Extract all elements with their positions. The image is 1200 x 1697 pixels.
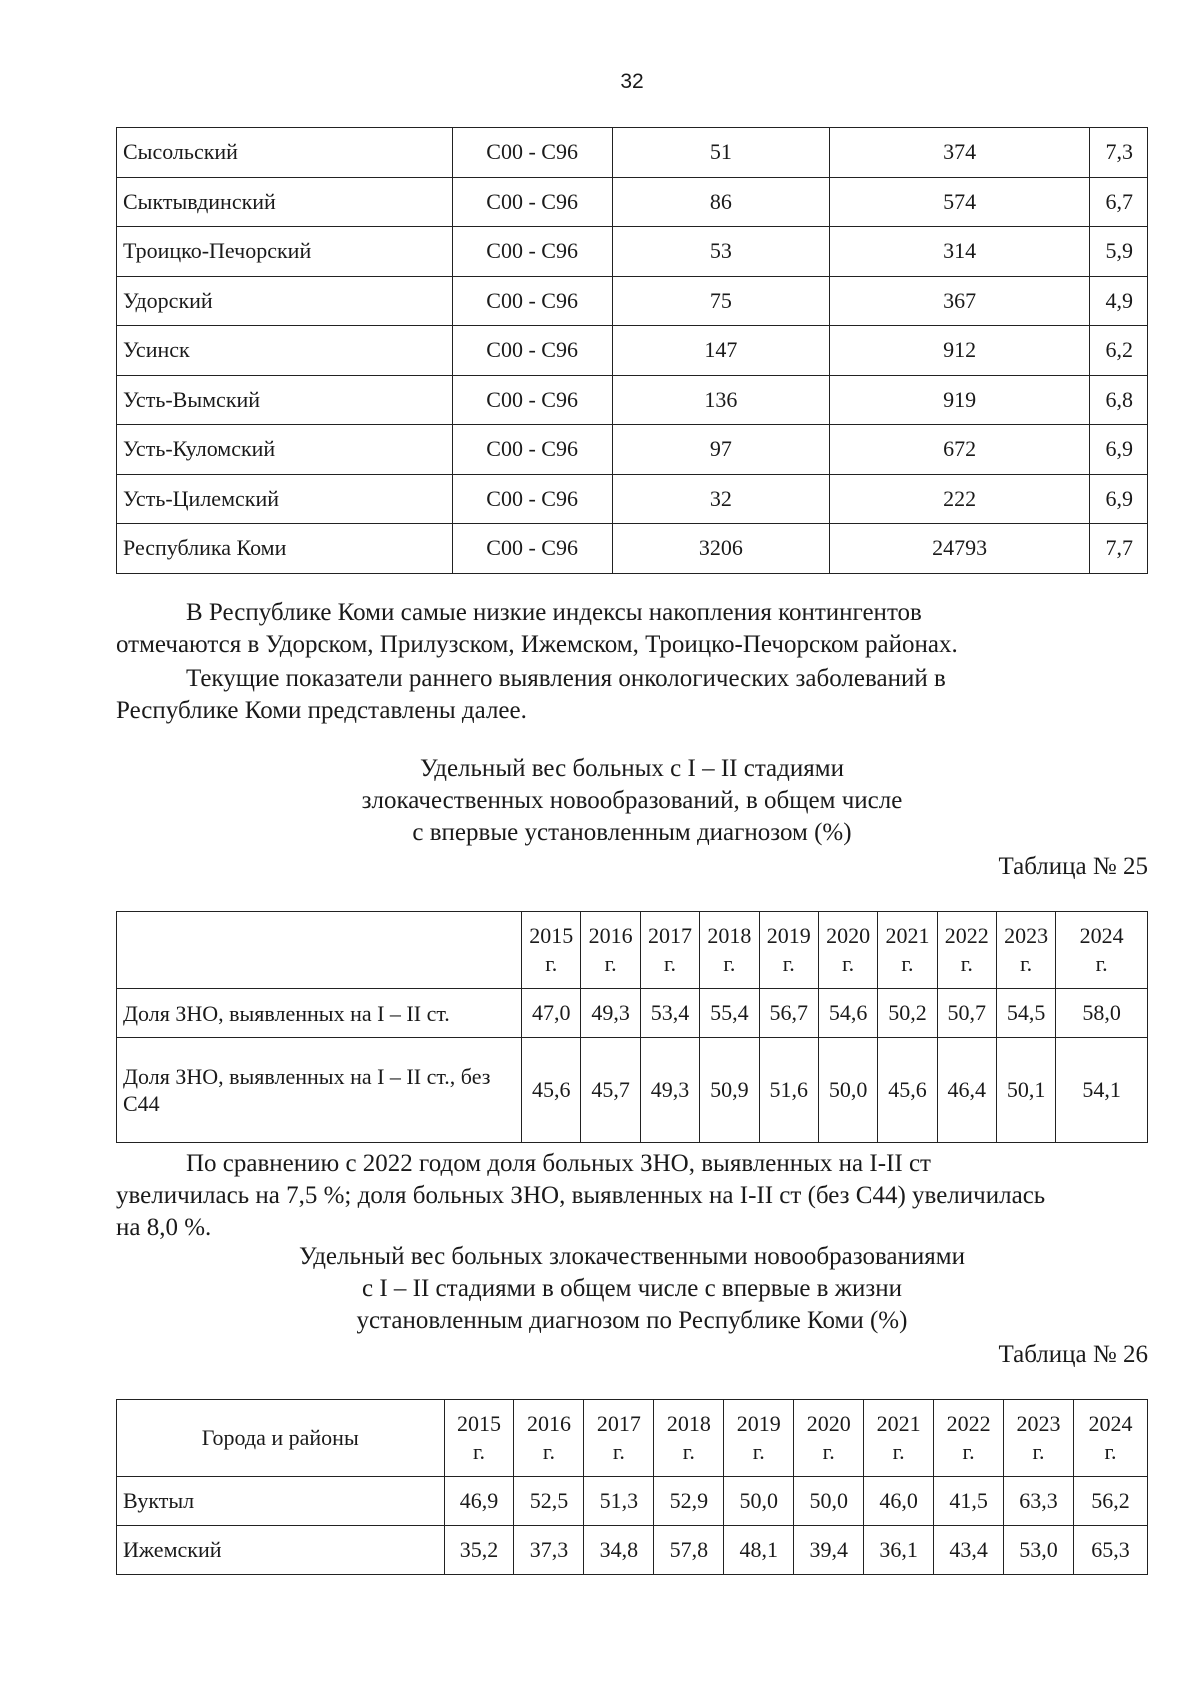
table-row (117, 227, 1148, 277)
value-a-cell: 3206 (612, 524, 830, 574)
year-header-cell (794, 1400, 864, 1477)
value-cell: 58,0 (1056, 989, 1148, 1038)
table26-number: Таблица № 26 (998, 1341, 1148, 1368)
value-b-cell: 574 (830, 177, 1090, 227)
year-header-cell (640, 912, 699, 989)
year-label: 2021 (885, 923, 930, 948)
year-suffix: г. (1032, 1439, 1045, 1464)
row-label-cell: Доля ЗНО, выявленных на I – II ст. (117, 989, 522, 1038)
value-b-cell: 912 (830, 326, 1090, 376)
year-label: 2023 (1004, 923, 1049, 948)
table26-title-line2: с I – II стадиями в общем числе с впервые в жизни (361, 1275, 902, 1302)
value-a-cell: 147 (612, 326, 830, 376)
value-cell: 49,3 (640, 1038, 699, 1143)
year-suffix: г. (663, 951, 677, 976)
value-c-cell: 6,9 (1089, 425, 1147, 475)
district-cell: Усинск (117, 326, 453, 376)
table25-title-line2: злокачественных новообразований, в общем числе (361, 787, 903, 814)
value-cell: 46,0 (864, 1477, 934, 1526)
table-row (117, 524, 1148, 574)
value-a-cell: 86 (612, 177, 830, 227)
table-row (117, 326, 1148, 376)
code-cell: С00 - С96 (452, 276, 612, 326)
value-cell: 45,6 (522, 1038, 581, 1143)
code-cell: С00 - С96 (452, 326, 612, 376)
year-header-cell (444, 1400, 514, 1477)
value-cell: 50,1 (996, 1038, 1055, 1143)
year-suffix: г. (1104, 1439, 1117, 1464)
code-cell: С00 - С96 (452, 375, 612, 425)
value-c-cell: 6,7 (1089, 177, 1147, 227)
district-cell: Усть-Куломский (117, 425, 453, 475)
value-cell: 57,8 (654, 1526, 724, 1575)
year-header-cell (878, 912, 937, 989)
value-cell: 50,0 (724, 1477, 794, 1526)
year-label: 2019 (736, 1411, 781, 1436)
year-header-cell (1056, 912, 1148, 989)
value-b-cell: 919 (830, 375, 1090, 425)
table-row (117, 1526, 1148, 1575)
year-header-cell (654, 1400, 724, 1477)
year-header-cell (522, 912, 581, 989)
value-c-cell: 6,9 (1089, 474, 1147, 524)
table-row (117, 1038, 1148, 1143)
year-label: 2024 (1079, 923, 1124, 948)
row-label-cell: Ижемский (117, 1526, 445, 1575)
para2-line1: Текущие показатели раннего выявления онкологических заболеваний в (186, 665, 946, 692)
value-cell: 54,6 (818, 989, 877, 1038)
value-cell: 35,2 (444, 1526, 514, 1575)
table-row (117, 276, 1148, 326)
district-cell: Удорский (117, 276, 453, 326)
code-cell: С00 - С96 (452, 128, 612, 178)
year-header-cell (1073, 1400, 1147, 1477)
year-header-cell (1004, 1400, 1074, 1477)
year-suffix: г. (472, 1439, 486, 1464)
year-label: 2022 (944, 923, 989, 948)
value-cell: 50,9 (700, 1038, 759, 1143)
year-header-cell (934, 1400, 1004, 1477)
value-cell: 52,5 (514, 1477, 584, 1526)
year-header-cell (759, 912, 818, 989)
value-a-cell: 32 (612, 474, 830, 524)
table25-title (116, 753, 1148, 849)
value-cell: 55,4 (700, 989, 759, 1038)
district-cell: Усть-Цилемский (117, 474, 453, 524)
district-cell: Сыктывдинский (117, 177, 453, 227)
table-row (117, 989, 1148, 1038)
para1-line2: отмечаются в Удорском, Прилузском, Ижемском, Троицко-Печорском районах. (116, 631, 958, 658)
year-label: 2017 (648, 923, 692, 948)
value-b-cell: 672 (830, 425, 1090, 475)
value-a-cell: 136 (612, 375, 830, 425)
value-cell: 49,3 (581, 989, 640, 1038)
value-a-cell: 53 (612, 227, 830, 277)
year-label: 2017 (596, 1411, 641, 1436)
para3-line2: увеличилась на 7,5 %; доля больных ЗНО, выявленных на I-II ст (без С44) увеличилась (116, 1182, 1046, 1209)
value-b-cell: 24793 (830, 524, 1090, 574)
code-cell: С00 - С96 (452, 474, 612, 524)
value-cell: 37,3 (514, 1526, 584, 1575)
year-header-cell (996, 912, 1055, 989)
district-cell: Троицко-Печорский (117, 227, 453, 277)
value-cell: 56,7 (759, 989, 818, 1038)
year-suffix: г. (612, 1439, 625, 1464)
table25-number: Таблица № 25 (998, 853, 1148, 880)
header-row (117, 1400, 1148, 1477)
table26-title (116, 1241, 1148, 1337)
year-header-cell (581, 912, 640, 989)
table25-title-line3: с впервые установленным диагнозом (%) (412, 819, 852, 846)
table-row (117, 375, 1148, 425)
year-label: 2020 (826, 923, 871, 948)
value-cell: 50,2 (878, 989, 937, 1038)
year-header-cell (700, 912, 759, 989)
value-a-cell: 51 (612, 128, 830, 178)
year-header-cell (937, 912, 996, 989)
value-b-cell: 374 (830, 128, 1090, 178)
code-cell: С00 - С96 (452, 227, 612, 277)
year-header-cell (818, 912, 877, 989)
value-cell: 36,1 (864, 1526, 934, 1575)
year-suffix: г. (901, 951, 914, 976)
district-early-stage-table (116, 1399, 1148, 1575)
value-c-cell: 5,9 (1089, 227, 1147, 277)
value-cell: 39,4 (794, 1526, 864, 1575)
value-cell: 54,1 (1056, 1038, 1148, 1143)
table-row (117, 128, 1148, 178)
table-row (117, 425, 1148, 475)
year-suffix: г. (1020, 951, 1033, 976)
value-cell: 43,4 (934, 1526, 1004, 1575)
year-label: 2015 (529, 923, 574, 948)
year-suffix: г. (842, 951, 855, 976)
year-label: 2022 (946, 1411, 991, 1436)
paragraph-early-detection (116, 663, 1148, 727)
value-a-cell: 75 (612, 276, 830, 326)
year-suffix: г. (960, 951, 973, 976)
row-label-cell: Доля ЗНО, выявленных на I – II ст., без С44 (117, 1038, 522, 1143)
year-label: 2019 (766, 923, 811, 948)
header-label-cell: Города и районы (117, 1400, 445, 1477)
year-header-cell (864, 1400, 934, 1477)
year-label: 2015 (457, 1411, 501, 1436)
year-label: 2023 (1016, 1411, 1061, 1436)
value-b-cell: 314 (830, 227, 1090, 277)
value-cell: 56,2 (1073, 1477, 1147, 1526)
value-cell: 50,0 (794, 1477, 864, 1526)
table-row (117, 1477, 1148, 1526)
district-cell: Сысольский (117, 128, 453, 178)
code-cell: С00 - С96 (452, 524, 612, 574)
value-c-cell: 7,3 (1089, 128, 1147, 178)
year-suffix: г. (545, 951, 558, 976)
code-cell: С00 - С96 (452, 177, 612, 227)
value-cell: 41,5 (934, 1477, 1004, 1526)
para3-line1: По сравнению с 2022 годом доля больных ЗНО, выявленных на I-II ст (186, 1150, 931, 1177)
year-header-cell (584, 1400, 654, 1477)
page-number: 32 (620, 70, 644, 93)
para2-line2: Республике Коми представлены далее. (116, 697, 527, 724)
year-label: 2024 (1088, 1411, 1133, 1436)
year-suffix: г. (723, 951, 736, 976)
value-cell: 51,3 (584, 1477, 654, 1526)
year-label: 2016 (588, 923, 633, 948)
value-cell: 45,7 (581, 1038, 640, 1143)
year-suffix: г. (782, 951, 795, 976)
value-cell: 48,1 (724, 1526, 794, 1575)
year-suffix: г. (752, 1439, 765, 1464)
paragraph-lowest-indexes (116, 597, 1148, 661)
para3-line3: на 8,0 %. (116, 1214, 212, 1241)
table25-title-line1: Удельный вес больных с I – II стадиями (420, 755, 844, 782)
year-label: 2021 (876, 1411, 921, 1436)
value-c-cell: 6,8 (1089, 375, 1147, 425)
value-cell: 51,6 (759, 1038, 818, 1143)
value-cell: 53,4 (640, 989, 699, 1038)
district-cell: Республика Коми (117, 524, 453, 574)
value-c-cell: 6,2 (1089, 326, 1147, 376)
year-header-cell (724, 1400, 794, 1477)
table26-title-line1: Удельный вес больных злокачественными новообразованиями (299, 1243, 965, 1270)
incidence-table (116, 127, 1148, 574)
value-cell: 54,5 (996, 989, 1055, 1038)
paragraph-comparison (116, 1148, 1148, 1244)
value-cell: 52,9 (654, 1477, 724, 1526)
early-stage-share-table (116, 911, 1148, 1143)
district-cell: Усть-Вымский (117, 375, 453, 425)
value-cell: 53,0 (1004, 1526, 1074, 1575)
year-label: 2018 (707, 923, 752, 948)
value-cell: 65,3 (1073, 1526, 1147, 1575)
code-cell: С00 - С96 (452, 425, 612, 475)
value-b-cell: 222 (830, 474, 1090, 524)
value-c-cell: 7,7 (1089, 524, 1147, 574)
year-label: 2016 (526, 1411, 571, 1436)
value-c-cell: 4,9 (1089, 276, 1147, 326)
value-b-cell: 367 (830, 276, 1090, 326)
table-row (117, 177, 1148, 227)
year-label: 2020 (806, 1411, 851, 1436)
header-label-cell (117, 912, 522, 989)
value-cell: 47,0 (522, 989, 581, 1038)
value-a-cell: 97 (612, 425, 830, 475)
value-cell: 50,0 (818, 1038, 877, 1143)
value-cell: 50,7 (937, 989, 996, 1038)
year-suffix: г. (892, 1439, 905, 1464)
year-label: 2018 (666, 1411, 711, 1436)
value-cell: 45,6 (878, 1038, 937, 1143)
year-suffix: г. (604, 951, 617, 976)
year-suffix: г. (1095, 951, 1108, 976)
value-cell: 46,4 (937, 1038, 996, 1143)
row-label-cell: Вуктыл (117, 1477, 445, 1526)
para1-line1: В Республике Коми самые низкие индексы накопления контингентов (186, 599, 922, 626)
table-row (117, 474, 1148, 524)
value-cell: 46,9 (444, 1477, 514, 1526)
header-row (117, 912, 1148, 989)
value-cell: 34,8 (584, 1526, 654, 1575)
year-suffix: г. (682, 1439, 695, 1464)
year-header-cell (514, 1400, 584, 1477)
year-suffix: г. (542, 1439, 555, 1464)
year-suffix: г. (962, 1439, 975, 1464)
table26-title-line3: установленным диагнозом по Республике Коми (%) (356, 1307, 908, 1334)
value-cell: 63,3 (1004, 1477, 1074, 1526)
year-suffix: г. (822, 1439, 835, 1464)
